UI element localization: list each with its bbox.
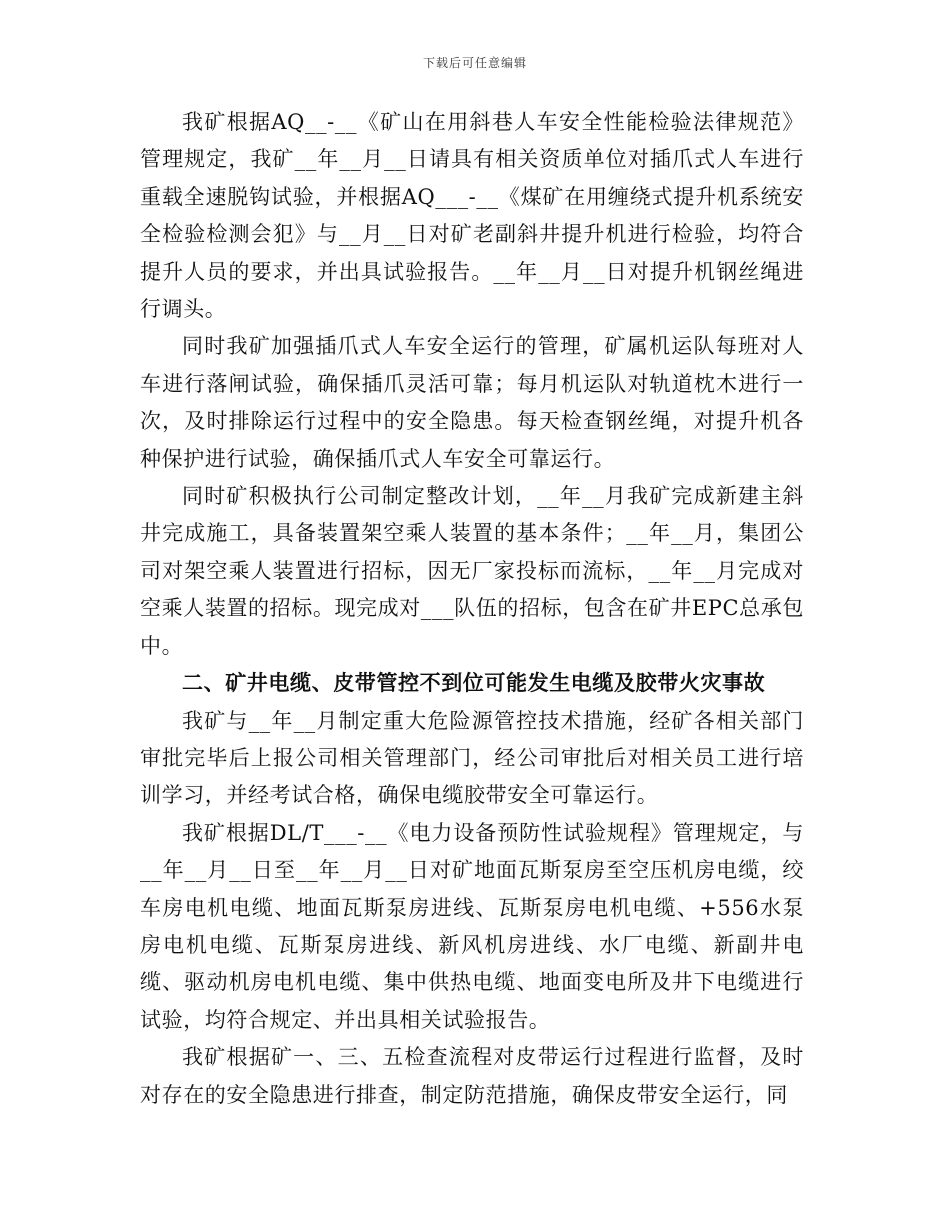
document-body — [140, 104, 804, 1114]
paragraph-4: 我矿与__年__月制定重大危险源管控技术措施，经矿各相关部门审批完毕后上报公司相关管理部门，经公司审批后对相关员工进行培训学习，并经考试合格，确保电缆胶带安全可靠运行。 — [140, 708, 804, 808]
section-heading: 二、矿井电缆、皮带管控不到位可能发生电缆及胶带火灾事故 — [182, 671, 766, 696]
paragraph-5: 我矿根据DL/T___-__《电力设备预防性试验规程》管理规定，与__年__月__日至__年__月__日对矿地面瓦斯泵房至空压机房电缆，绞车房电机电缆、地面瓦斯泵房进线、瓦斯泵房电机电缆、+556水泵房电机电缆、瓦斯泵房进线、新风机房进线、水厂电缆、新副井电缆、驱动机房电机电缆、集中供热电缆、地面变电所及井下电缆进行试验，均符合规定、并出具相关试验报告。 — [140, 820, 804, 1032]
paragraph-3: 同时矿积极执行公司制定整改计划，__年__月我矿完成新建主斜井完成施工，具备装置架空乘人装置的基本条件；__年__月，集团公司对架空乘人装置进行招标，因无厂家投标而流标，__年__月完成对空乘人装置的招标。现完成对___队伍的招标，包含在矿井EPC总承包中。 — [140, 484, 804, 658]
paragraph-1: 我矿根据AQ__-__《矿山在用斜巷人车安全性能检验法律规范》管理规定，我矿__年__月__日请具有相关资质单位对插爪式人车进行重载全速脱钩试验，并根据AQ___-__《煤矿在用缠绕式提升机系统安全检验检测会犯》与__月__日对矿老副斜井提升机进行检验，均符合提升人员的要求，并出具试验报告。__年__月__日对提升机钢丝绳进行调头。 — [140, 110, 804, 322]
paragraph-2: 同时我矿加强插爪式人车安全运行的管理，矿属机运队每班对人车进行落闸试验，确保插爪灵活可靠；每月机运队对轨道枕木进行一次，及时排除运行过程中的安全隐患。每天检查钢丝绳，对提升机各种保护进行试验，确保插爪式人车安全可靠运行。 — [140, 334, 804, 471]
paragraph-6: 我矿根据矿一、三、五检查流程对皮带运行过程进行监督，及时对存在的安全隐患进行排查，制定防范措施，确保皮带安全运行，同 — [140, 1045, 804, 1107]
page-header: 下载后可任意编辑 — [422, 56, 527, 70]
